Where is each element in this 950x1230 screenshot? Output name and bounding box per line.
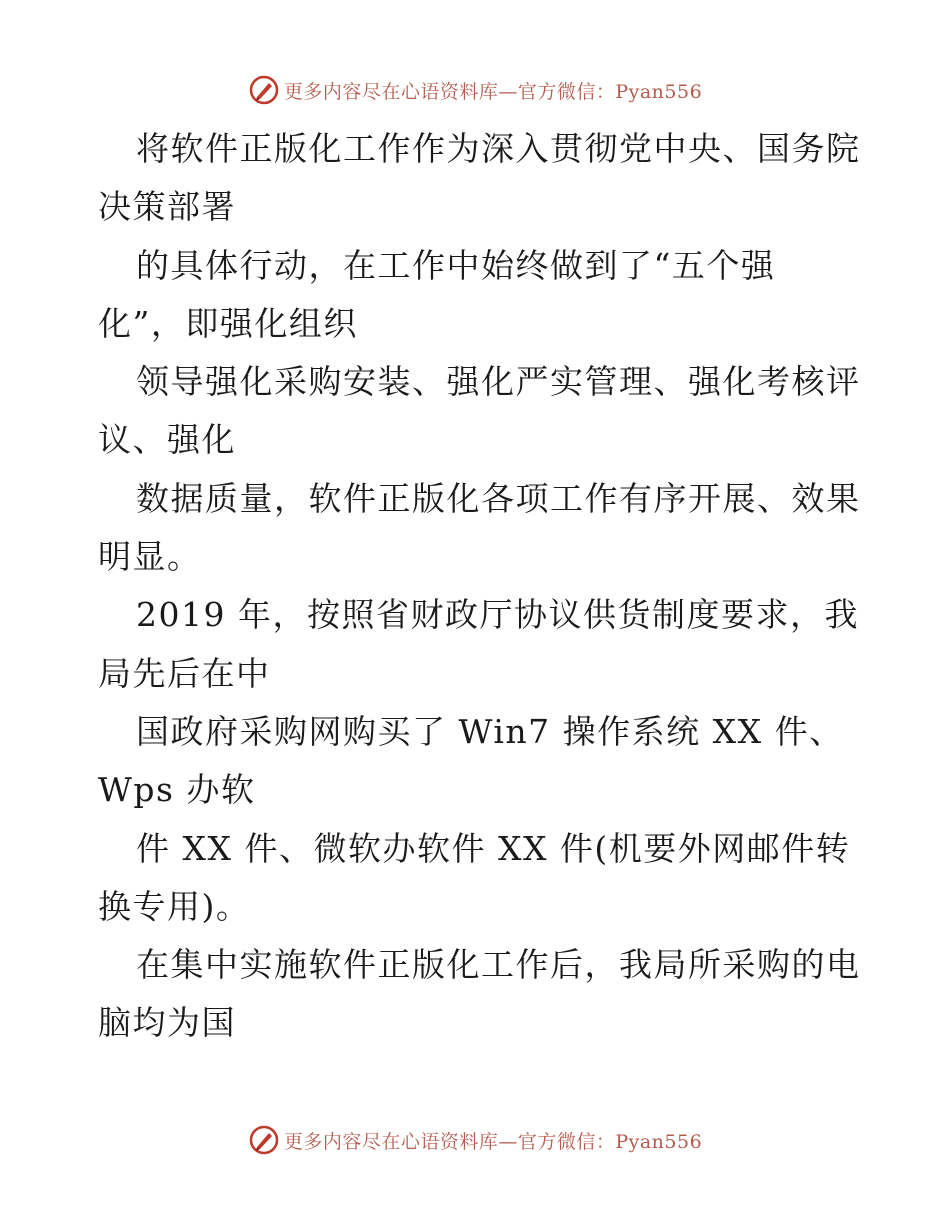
text-line: 的具体行动，在工作中始终做到了“五个强 — [136, 245, 776, 285]
text-line: 数据质量，软件正版化各项工作有序开展、效果 — [136, 478, 861, 518]
banner-text: 更多内容尽在心语资料库—官方微信：Pyan556 — [283, 80, 703, 103]
text-line: 2019 年，按照省财政厅协议供货制度要求，我 — [136, 595, 859, 635]
document-body — [98, 120, 878, 1053]
text-line: 国政府采购网购买了 Win7 操作系统 XX 件、 — [136, 711, 844, 751]
text-line: 将软件正版化工作作为深入贯彻党中央、国务院 — [136, 129, 861, 168]
banner-text: 更多内容尽在心语资料库—官方微信：Pyan556 — [283, 1130, 703, 1153]
pen-circle-icon — [248, 74, 280, 106]
text-line: 件 XX 件、微软办软件 XX 件(机要外网邮件转 — [136, 828, 851, 868]
header-banner — [0, 70, 950, 110]
footer-banner — [0, 1120, 950, 1160]
text-line: 议、强化 — [98, 420, 236, 460]
pen-circle-icon — [248, 1124, 280, 1156]
text-line: 化”，即强化组织 — [98, 303, 358, 343]
text-line: 局先后在中 — [98, 653, 271, 693]
text-line: 换专用)。 — [98, 886, 251, 926]
text-line: 在集中实施软件正版化工作后，我局所采购的电 — [136, 945, 861, 985]
text-line: 领导强化采购安装、强化严实管理、强化考核评 — [136, 362, 861, 402]
text-line: 明显。 — [98, 537, 202, 577]
text-line: 决策部署 — [98, 187, 236, 227]
text-line: Wps 办软 — [98, 770, 256, 810]
text-line: 脑均为国 — [98, 1003, 236, 1043]
